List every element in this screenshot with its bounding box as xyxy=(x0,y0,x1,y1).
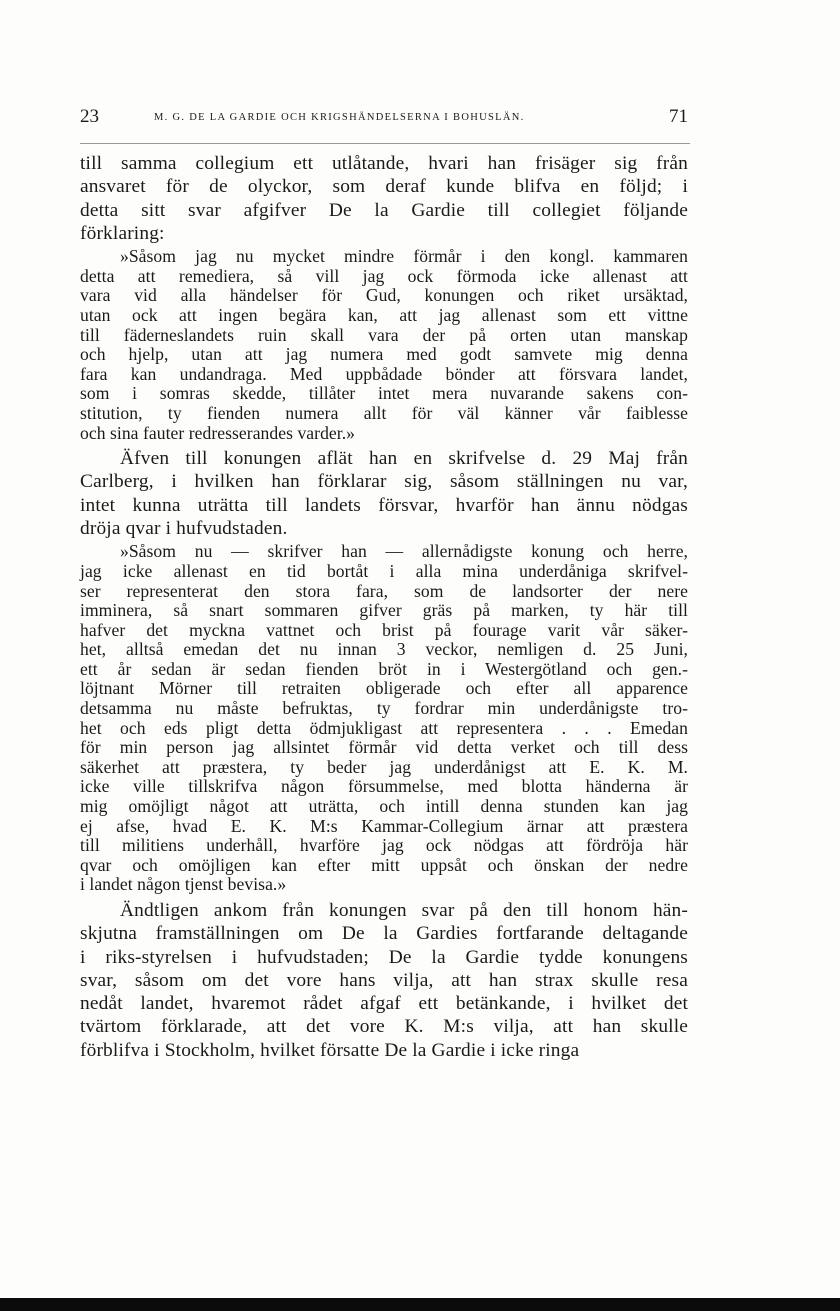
text-line: Carlberg, i hvilken han förklarar sig, såsom ställningen nu var, xyxy=(80,471,688,493)
text-line: intet kunna uträtta till landets försvar, hvarför han ännu nödgas xyxy=(80,494,688,516)
text-line: dröja qvar i hufvudstaden. xyxy=(80,518,288,540)
text-line: jag icke allenast en tid bortåt i alla mina underdåniga skrifvel- xyxy=(80,560,688,581)
text-line: ett år sedan är sedan fienden bröt in i Westergötland och gen.- xyxy=(80,658,688,679)
text-line: skjutna framställningen om De la Gardies fortfarande deltagande xyxy=(80,923,688,945)
running-title: M. G. DE LA GARDIE OCH KRIGSHÄNDELSERNA I BOHUSLÄN. xyxy=(154,112,525,123)
text-line: fara kan undandraga. Med uppbådade bönder att försvara landet, xyxy=(80,363,688,384)
text-line: imminera, så snart sommaren gifver gräs på marken, ty här till xyxy=(80,600,688,621)
text-line: till samma collegium ett utlåtande, hvari han frisäger sig från xyxy=(80,153,688,174)
text-line: till militiens underhåll, hvarföre jag ock nödgas att fördröja här xyxy=(80,835,688,856)
text-line: Ändtligen ankom från konungen svar på den till honom hän- xyxy=(120,900,688,921)
text-line: för min person jag allsintet förmår vid detta verket och till dess xyxy=(80,737,688,758)
quote-2 xyxy=(80,542,688,895)
text-line: nedåt landet, hvaremot rådet afgaf ett betänkande, i hvilket det xyxy=(80,993,688,1015)
scan-edge-band xyxy=(0,1298,840,1311)
body-text xyxy=(80,152,688,1062)
header-rule xyxy=(80,143,690,144)
text-line: het och eds pligt detta ödmjukligast att representera . . . Emedan xyxy=(80,717,688,738)
page-number-right: 71 xyxy=(669,106,688,127)
text-line: som i somras skedde, tillåter intet mera nuvarande sakens con- xyxy=(80,383,688,404)
paragraph-1 xyxy=(80,152,688,245)
text-line: säkerhet att præstera, ty beder jag underdånigst att E. K. M. xyxy=(80,756,688,777)
text-line: detsamma nu måste befruktas, ty fordrar min underdånigste tro- xyxy=(80,698,688,719)
text-line: hafver det myckna vattnet och brist på fourage varit vår säker- xyxy=(80,619,688,640)
text-line: ser representerat den stora fara, som de landsorter der nere xyxy=(80,580,688,601)
quote-1 xyxy=(80,247,688,443)
text-line: utan ock att ingen begära kan, att jag allenast som ett vittne xyxy=(80,304,688,325)
text-line: och hjelp, utan att jag numera med godt samvete mig denna xyxy=(80,344,688,365)
text-line: tvärtom förklarade, att det vore K. M:s vilja, att han skulle xyxy=(80,1016,688,1038)
running-header xyxy=(80,106,688,128)
text-line: qvar och omöjligen kan efter mitt uppsåt och önskan der nedre xyxy=(80,854,688,875)
text-line: detta sitt svar afgifver De la Gardie till collegiet följande xyxy=(80,199,688,221)
text-line: och sina fauter redresserandes varder.» xyxy=(80,422,356,443)
text-line: vara vid alla händelser för Gud, konungen och riket ursäktad, xyxy=(80,285,688,306)
text-line: mig omöjligt något att uträtta, och intill denna stunden kan jag xyxy=(80,796,688,817)
text-line: ej afse, hvad E. K. M:s Kammar-Collegium ärnar att præstera xyxy=(80,815,688,836)
text-line: »Såsom nu — skrifver han — allernådigste konung och herre, xyxy=(120,541,688,562)
text-line: i landet någon tjenst bevisa.» xyxy=(80,874,287,895)
text-line: i riks-styrelsen i hufvudstaden; De la Gardie tydde konungens xyxy=(80,946,688,968)
text-line: Äfven till konungen aflät han en skrifvelse d. 29 Maj från xyxy=(120,448,688,470)
text-line: förblifva i Stockholm, hvilket försatte De la Gardie i icke ringa xyxy=(80,1039,580,1061)
text-line: ansvaret för de olyckor, som deraf kunde blifva en följd; i xyxy=(80,176,688,198)
text-line: stitution, ty fienden numera allt för väl känner vår faiblesse xyxy=(80,402,688,423)
text-line: het, alltså emedan det nu innan 3 veckor, nemligen d. 25 Juni, xyxy=(80,639,688,660)
text-line: till fäderneslandets ruin skall vara der på orten utan manskap xyxy=(80,324,688,345)
page-number-left: 23 xyxy=(80,106,99,127)
text-line: svar, såsom om det vore hans vilja, att han strax skulle resa xyxy=(80,969,688,991)
paragraph-2 xyxy=(80,447,688,540)
text-line: löjtnant Mörner till retraiten obligerade och efter all apparence xyxy=(80,678,688,699)
text-line: detta att remediera, så vill jag ock förmoda icke allenast att xyxy=(80,265,688,286)
paragraph-3 xyxy=(80,899,688,1062)
text-line: icke ville tillskrifva någon försummelse, med blotta händerna är xyxy=(80,776,688,797)
text-line: »Såsom jag nu mycket mindre förmår i den kongl. kammaren xyxy=(120,246,688,267)
text-line: förklaring: xyxy=(80,222,165,244)
